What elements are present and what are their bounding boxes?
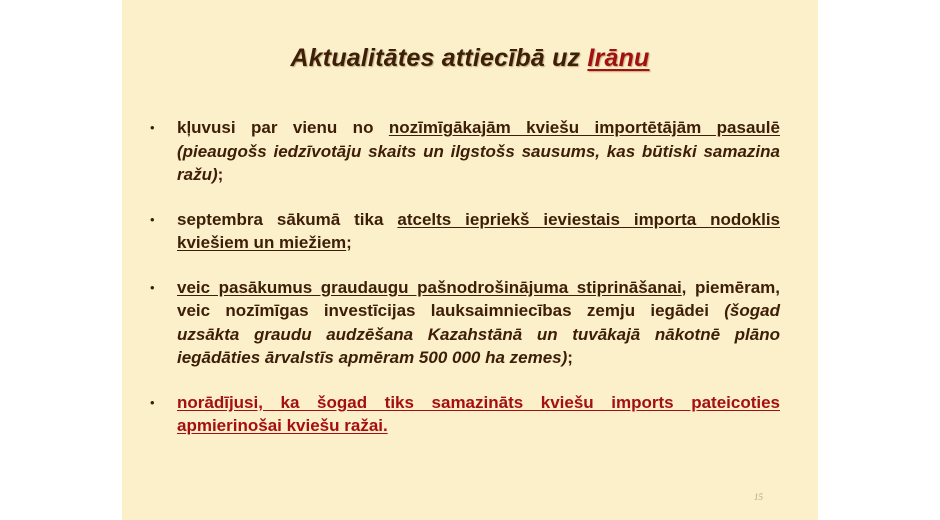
bullet-underlined-text: atcelts iepriekš ieviestais importa nodoklis kviešiem un miežiem [177,209,780,252]
bullet-text: kļuvusi par vienu no [177,118,389,137]
title-accent: Irānu [587,44,650,72]
slide-title [122,44,818,73]
bullet-list [150,116,780,459]
list-item [150,276,780,370]
bullet-text: ; [567,348,573,367]
page-number: 15 [754,492,763,502]
list-item [150,391,780,438]
bullet-icon: • [150,211,155,227]
bullet-highlight-text: norādījusi, ka šogad tiks samazināts kviešu imports pateicoties apmierinošai kviešu ražai. [177,392,780,435]
bullet-underlined-text: nozīmīgākajām kviešu importētājām pasaulē [388,118,780,137]
bullet-text: ; [217,165,224,184]
bullet-icon: • [150,279,155,295]
bullet-underlined-text: veic pasākumus graudaugu pašnodrošinājuma stiprināšanai [177,277,682,297]
bullet-icon: • [150,394,155,410]
bullet-text: septembra sākumā tika [177,209,398,229]
bullet-italic-text: (šogad uzsākta graudu audzēšana Kazahstānā un tuvākajā nākotnē plāno iegādāties ārvalstīs apmēram 500 000 ha zemes) [177,301,780,367]
bullet-italic-text: (pieaugošs iedzīvotāju skaits un ilgstošs sausums, kas būtiski samazina ražu) [177,141,780,184]
list-item [150,116,780,187]
title-text: Aktualitātes attiecībā uz [290,44,588,72]
bullet-text: ; [346,233,352,252]
list-item [150,208,780,255]
bullet-icon: • [150,120,155,135]
slide [122,0,818,520]
bullet-text: , piemēram, veic nozīmīgas investīcijas lauksaimniecības zemju iegādei [177,277,780,320]
